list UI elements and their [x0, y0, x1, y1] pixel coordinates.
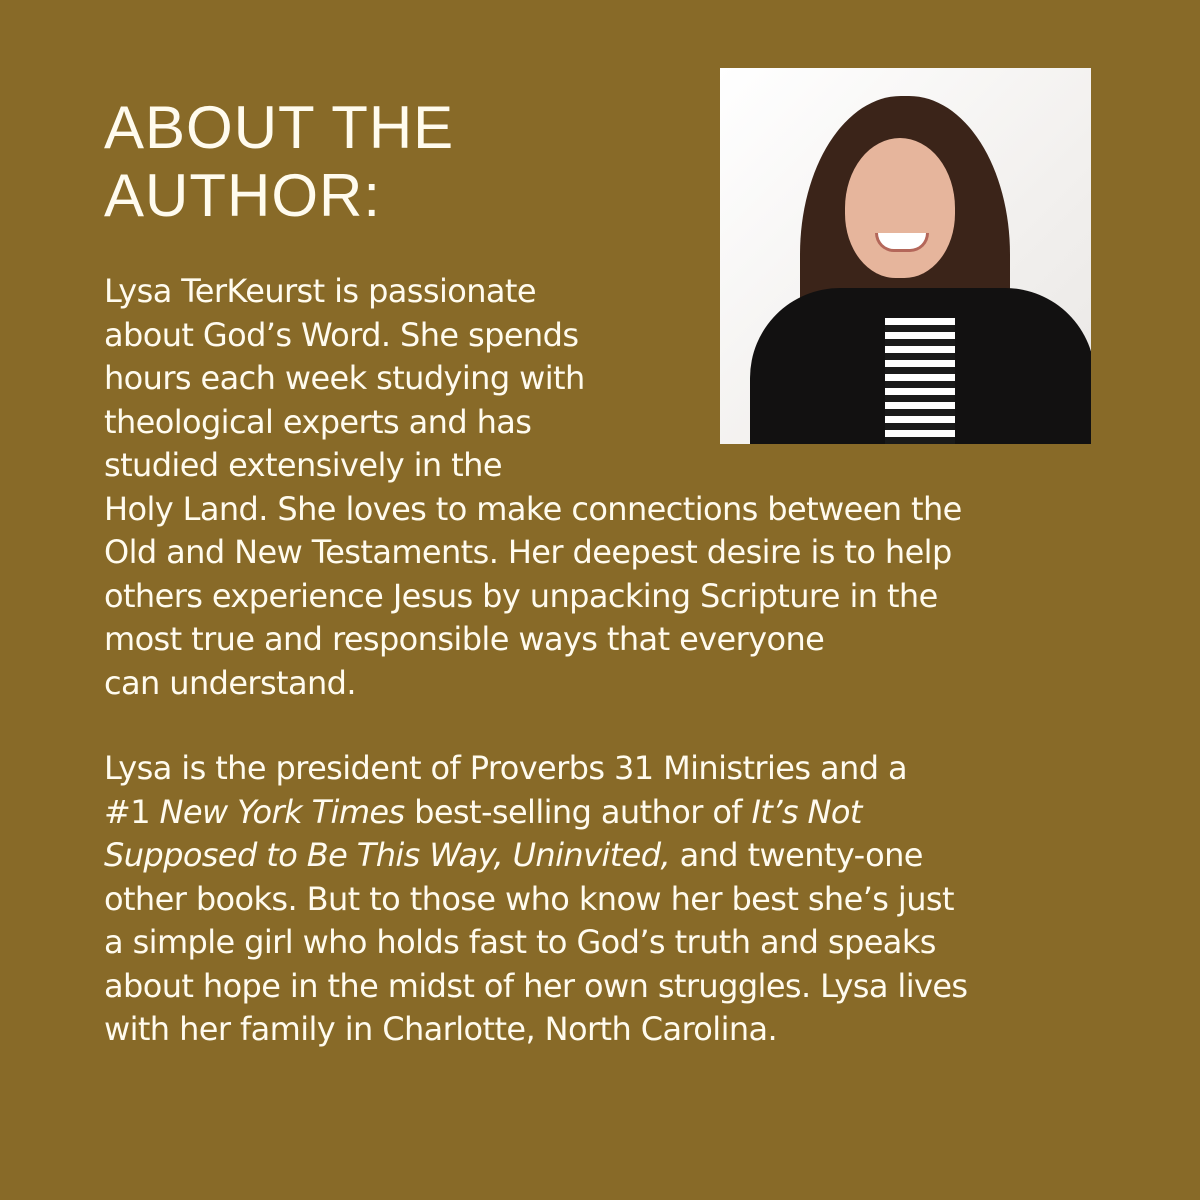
bio-paragraph-2: [104, 747, 967, 1052]
bio-line: and twenty-one: [670, 836, 923, 874]
bio-line: #1: [104, 792, 160, 831]
bio-line: other books. But to those who know her best she’s just: [104, 879, 954, 918]
bio-line: Lysa is the president of Proverbs 31 Ministries and a: [104, 749, 907, 787]
bio-line: can understand.: [104, 663, 356, 702]
bio-line: studied extensively in the: [104, 446, 502, 484]
book-titles: Supposed to Be This Way, Uninvited,: [104, 836, 671, 874]
bio-line: most true and responsible ways that everyone: [104, 620, 825, 658]
title-line-1: ABOUT THE: [104, 94, 455, 161]
bio-line: a simple girl who holds fast to God’s truth and speaks: [104, 923, 936, 961]
section-title: [104, 94, 454, 230]
bio-line: Holy Land. She loves to make connections between the: [104, 489, 962, 528]
bio-line: about hope in the midst of her own struggles. Lysa lives: [104, 966, 968, 1005]
bio-line: Old and New Testaments. Her deepest desire is to help: [104, 533, 952, 571]
bio-line: others experience Jesus by unpacking Scripture in the: [104, 576, 938, 615]
title-line-2: AUTHOR:: [104, 162, 381, 229]
book-title: It’s Not: [751, 792, 862, 831]
bio-paragraph-1: [104, 270, 962, 705]
bio-line: Lysa TerKeurst is passionate: [104, 272, 536, 310]
newspaper-title: New York Times: [159, 792, 405, 831]
bio-line: theological experts and has: [104, 402, 532, 441]
bio-line: about God’s Word. She spends: [104, 315, 579, 354]
photo-face: [845, 138, 955, 278]
bio-line: best-selling author of: [404, 792, 752, 831]
bio-line: hours each week studying with: [104, 359, 585, 397]
bio-line: with her family in Charlotte, North Carolina.: [104, 1010, 778, 1048]
